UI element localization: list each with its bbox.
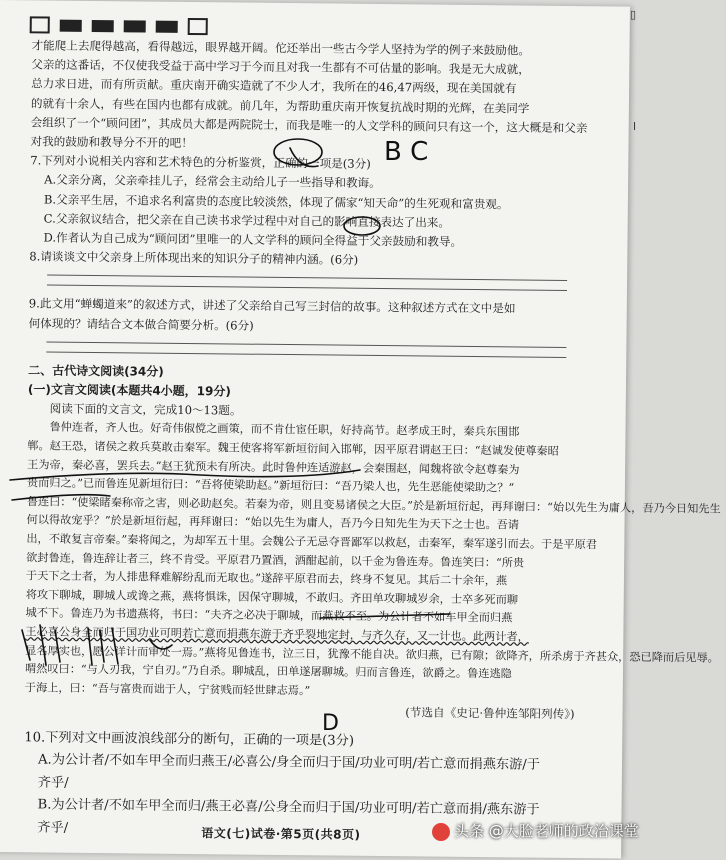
watermark-text: 头条 @大脸老师的政治课堂 [454,822,639,840]
edge-mark: ▯ [629,8,636,21]
section-subtitle: (一)文言文阅读(本题共4小题，19分) [27,382,231,399]
q7-option-d: D.作者认为自己成为“顾问团”里唯一的人文学科的顾问全得益于父亲鼓励和教导。 [43,230,463,249]
section-title: 二、古代诗文阅读(34分) [28,363,164,379]
checkbox-mark [188,18,208,35]
q7-option-c: C.父亲叙议结合，把父亲在自己读书求学过程中对自己的影响直接表达了出来。 [43,211,451,230]
passage-line: 对我的鼓励和教导分不开的吧！ [30,134,193,151]
answer-line [46,351,566,357]
classical-line: 显名厚实也，愿公详计而审处一焉。”燕将见鲁连书，泣三日，犹豫不能自决。欲归燕，已有隙；欲降齐，所杀虏于齐甚众，恐已降而后见辱。 [25,643,719,665]
passage-line: 的就有十余人，有些在国内也都有成就。前几年，为帮助重庆南开恢复抗战时期的光辉，在美同学 [30,95,530,116]
watermark [432,820,639,841]
classical-line-wavy: 王必喜公身全而归于国功业可明若亡意而捐燕东游于齐乎裂地定封，与齐久存，又一计也。此两计者， [25,625,529,644]
q9-stem-line2: 何体现的？请结合文本做合简要分析。(6分) [28,315,254,333]
classical-line: 王为帝，秦必喜，罢兵去。”赵王犹预未有所决。此时鲁仲连适游赵，会秦围赵，闻魏将欲令赵尊秦为 [27,457,520,477]
q10-option-a: A.为公计者/不如车甲全而归燕王/必喜公/身全而归于国/功业可明/若亡意而捐燕东游/于 [37,752,541,773]
classical-line: 郸。赵王恐，诸侯之救兵莫敢击秦军。魏王使客将军新垣衍间入邯郸，因平原君谓赵王曰：“赵诚发使尊秦昭 [27,439,559,458]
classical-line: 喟然叹曰：“与人刃我，宁自刃。”乃自杀。聊城乱，田单遂屠聊城。归而言鲁连，欲爵之。鲁连逃隐 [24,662,512,681]
classical-line: 鲁仲连者，齐人也。好奇伟俶傥之画策，而不肯仕宦任职，好持高节。赵孝成王时，秦兵东围邯 [49,420,520,439]
question-9 [28,295,599,358]
section-intro: 阅读下面的文言文，完成10～13题。 [49,401,242,418]
q7-option-a: A.父亲分离，父亲牵挂儿子，经常会主动给儿子一些指导和教诲。 [44,172,381,191]
answer-line [46,341,566,347]
question-7 [29,152,600,254]
q10-option-b: B.为公计者/不如车甲全而归/燕王必喜/公身全而归于国/功业可明/若亡意而捐/燕东游于 [37,797,540,818]
q7-stem: 7.下列对小说相关内容和艺术特色的分析鉴赏，正确的一项是(3分) [30,153,371,172]
q9-stem-line1: 9.此文用“蝉蠋道来”的叙述方式，讲述了父亲给自己写三封信的故事。这种叙述方式在文中是如 [28,296,516,316]
header-marks [30,16,208,35]
classical-line: 将攻下聊城，聊城人或谗之燕，燕将惧诛，因保守聊城，不敢归。齐田单攻聊城岁余，士卒多死而聊 [25,588,519,607]
classical-line: 于海上，曰：“吾与富贵而诎于人，宁贫贱而轻世肆志焉。” [24,681,311,698]
passage-source: (节选自《史记·鲁仲连邹阳列传》) [405,705,575,722]
classical-line: 城不下。鲁连乃为书遗燕将，书曰：“夫齐之必决于聊城，而燕救不至。为公计者不如车甲全而归燕 [25,606,513,625]
passage-line: 父亲的这番话，不仅使我受益于高中学习于今而且对我一生都有不可估量的影响。我是无大成就， [31,57,530,77]
handwritten-answer-q10: D [322,711,339,736]
redacted-block [124,20,146,32]
classical-passage [24,419,721,704]
passage-line: 会组织了一个“顾问团”，其成员大都是两院院士，而我是唯一的人文学科的顾问只有这一个，这大概是和父亲 [30,115,588,135]
q10-option-b-cont: 齐乎/ [37,819,69,836]
answer-line [47,275,567,281]
edge-mark: l [632,120,636,133]
passage-tail [30,36,601,157]
q8-stem: 8.请谈谈文中父亲身上所体现出来的知识分子的精神内涵。(6分) [29,249,359,267]
section-2 [28,361,599,425]
handwritten-answer-q7: B C [384,137,429,167]
classical-line: 于天下之士者，为人排患释难解纷乱而无取也。”遂辞平原君而去，终身不复见。其后二十余年，燕 [25,569,508,588]
passage-line: 总力求日进，而有所贡献。重庆南开确实造就了不少人才，我所在的46,47两级，现在美国就有 [31,76,517,96]
redacted-block [156,20,178,32]
classical-line: 贵而归之。”已而鲁连见新垣衍曰：“吾将使梁助赵。”新垣衍曰：“吾乃梁人也，先生恶能使梁助之？” [26,476,515,495]
page-footer: 语文(七)试卷·第5页(共8页) [201,826,361,842]
classical-line: 欲封鲁连，鲁连辞让者三，终不肯受。平原君乃置酒，酒酣起前，以千金为鲁连寿。鲁连笑曰：“所贵 [26,550,525,570]
redacted-block [60,19,82,31]
answer-line [47,285,567,291]
question-8 [29,248,599,292]
q10-option-a-cont: 齐乎/ [37,775,69,791]
checkbox-mark [30,16,50,33]
passage-line: 才能爬上去爬得越高，看得越远，眼界越开阔。佗还举出一些古今学人坚持为学的例子来鼓励他。 [31,38,531,58]
redacted-block [92,19,114,31]
classical-line: 鲁连曰：“使梁睹秦称帝之害，则必助赵矣。若秦为帝，则且变易诸侯之大臣。”於是新垣衍起，再拜谢曰：“始以先生为庸人，吾乃今日知先生 [26,495,721,516]
classical-line: 何以得故宠乎？”於是新垣衍起，再拜谢曰：“始以先生为庸人，吾乃今日知先生为天下之士也。吾请 [26,513,520,532]
page-content [23,36,721,845]
q7-option-b: B.父亲平生居，不追求名利富贵的态度比较淡然，体现了儒家“知天命”的生死观和富贵观。 [43,192,509,211]
q10-stem: 10.下列对文中画波浪线部分的断句，正确的一项是(3分) [24,729,355,749]
brand-logo-icon [432,823,450,841]
classical-line: 出，不敢复言帝秦。”秦将闻之，为却军五十里。会魏公子无忌夺晋鄙军以救赵，击秦军，秦军遂引而去。于是平原君 [26,532,598,552]
